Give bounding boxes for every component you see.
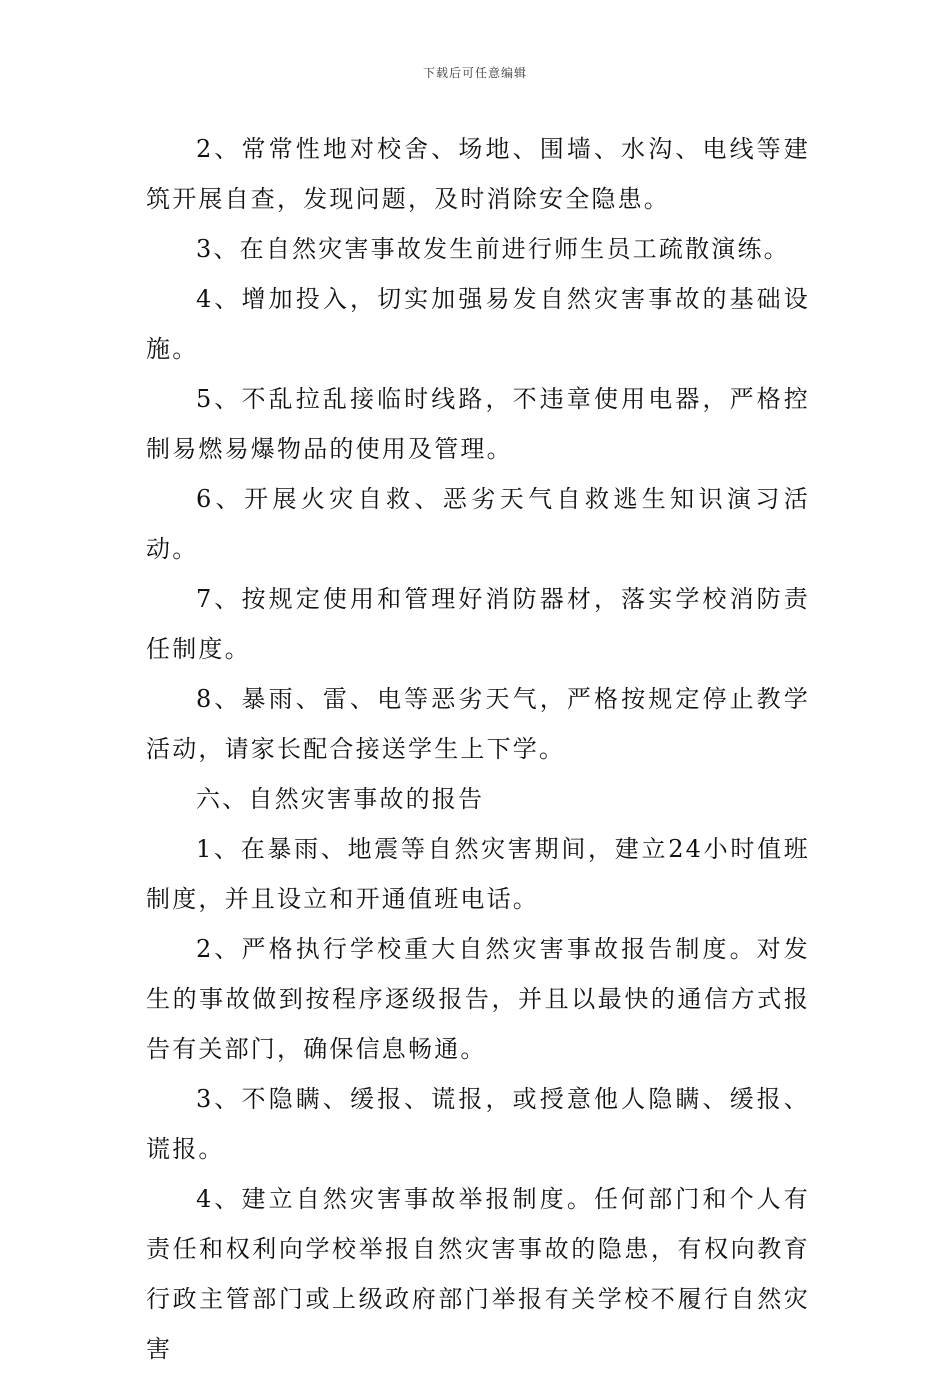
report-item-2: 2、严格执行学校重大自然灾害事故报告制度。对发生的事故做到按程序逐级报告，并且以最快的通信方式报告有关部门，确保信息畅通。 <box>146 935 810 1063</box>
paragraph-item-8: 8、暴雨、雷、电等恶劣天气，严格按规定停止教学活动，请家长配合接送学生上下学。 <box>146 685 810 763</box>
paragraph-item-3: 3、在自然灾害事故发生前进行师生员工疏散演练。 <box>196 235 790 263</box>
header-note: 下载后可任意编辑 <box>422 66 527 80</box>
paragraph-item-7: 7、按规定使用和管理好消防器材，落实学校消防责任制度。 <box>146 585 810 663</box>
paragraph-item-4: 4、增加投入，切实加强易发自然灾害事故的基础设施。 <box>146 285 810 363</box>
report-item-4: 4、建立自然灾害事故举报制度。任何部门和个人有责任和权利向学校举报自然灾害事故的隐患，有权向教育行政主管部门或上级政府部门举报有关学校不履行自然灾害 <box>146 1185 810 1363</box>
document-body <box>146 124 810 1374</box>
section-heading-6: 六、自然灾害事故的报告 <box>196 785 485 813</box>
report-item-1: 1、在暴雨、地震等自然灾害期间，建立24小时值班制度，并且设立和开通值班电话。 <box>146 835 810 913</box>
paragraph-item-2: 2、常常性地对校舍、场地、围墙、水沟、电线等建筑开展自查，发现问题，及时消除安全隐患。 <box>146 135 810 213</box>
paragraph-item-5: 5、不乱拉乱接临时线路，不违章使用电器，严格控制易燃易爆物品的使用及管理。 <box>146 385 810 463</box>
report-item-3: 3、不隐瞒、缓报、谎报，或授意他人隐瞒、缓报、谎报。 <box>146 1085 810 1163</box>
paragraph-item-6: 6、开展火灾自救、恶劣天气自救逃生知识演习活动。 <box>146 485 810 563</box>
